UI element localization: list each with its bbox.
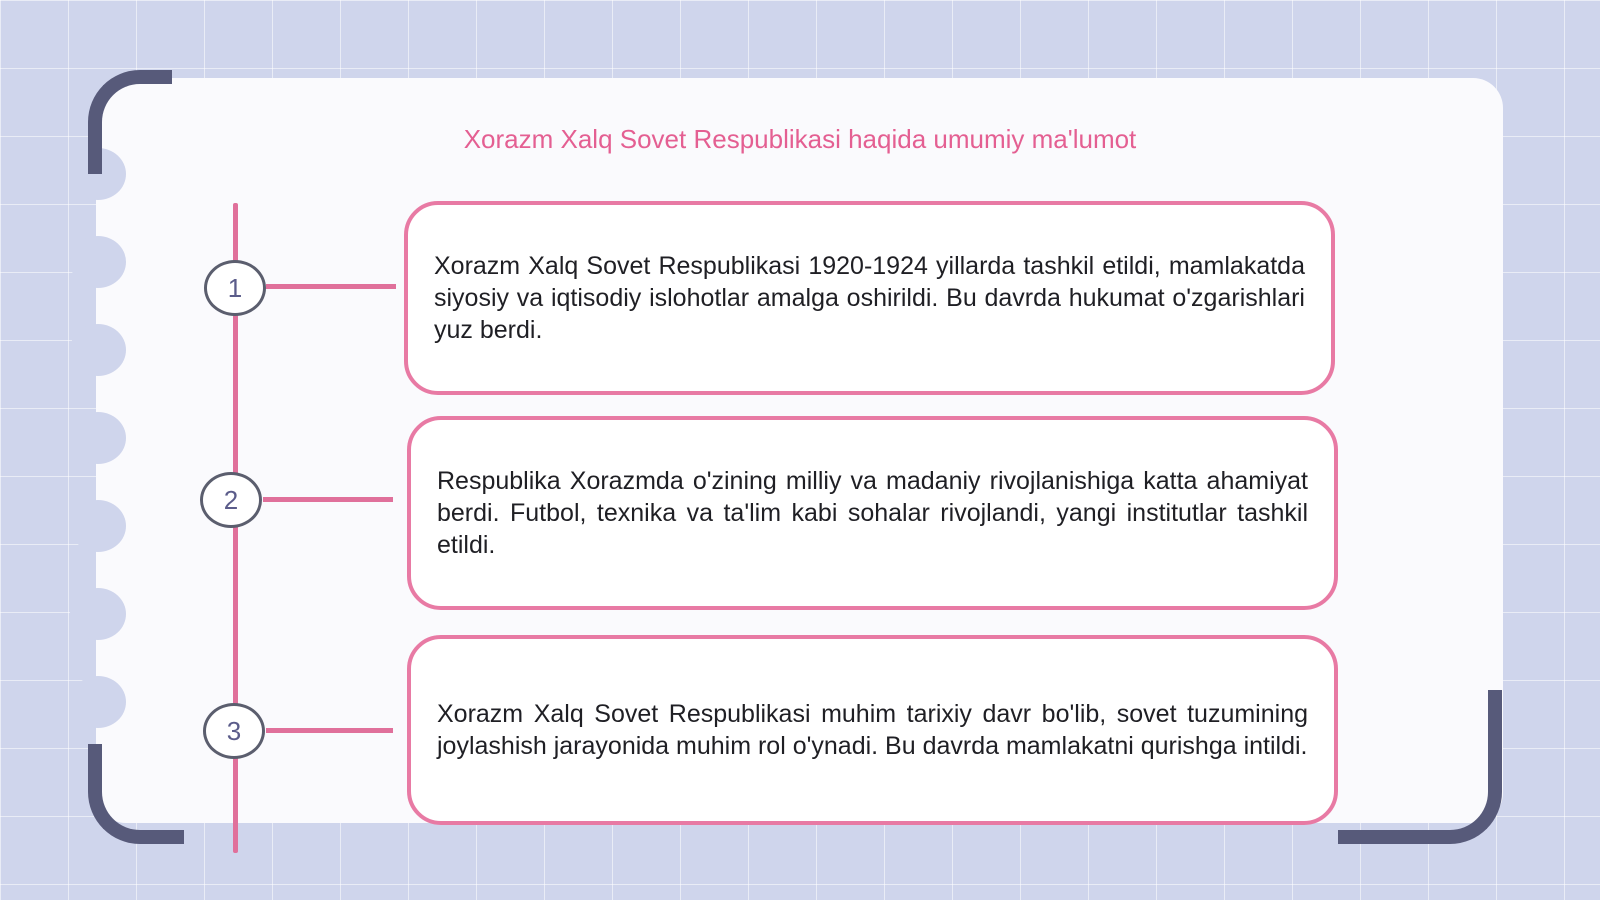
timeline-connector-1	[266, 284, 396, 289]
corner-bracket-bottom-left	[88, 744, 184, 844]
scallop-edge	[70, 324, 126, 376]
marker-number: 2	[223, 484, 239, 515]
info-text: Respublika Xorazmda o'zining milliy va madaniy rivojlanishiga katta ahamiyat berdi. Futbol, texnika va ta'lim kabi sohalar rivojlandi, yangi institutlar tashkil etildi.	[437, 467, 1308, 559]
scallop-edge	[70, 500, 126, 552]
corner-bracket-top-left	[88, 70, 172, 174]
timeline-marker-2	[200, 472, 262, 528]
timeline-marker-3	[203, 703, 265, 759]
marker-number: 1	[227, 272, 243, 303]
info-box-3	[407, 635, 1338, 825]
slide-title: Xorazm Xalq Sovet Respublikasi haqida umumiy ma'lumot	[463, 124, 1137, 154]
info-box-1	[404, 201, 1335, 395]
timeline-connector-3	[266, 728, 393, 733]
timeline-connector-2	[263, 497, 393, 502]
corner-bracket-bottom-right	[1338, 690, 1502, 844]
info-text: Xorazm Xalq Sovet Respublikasi 1920-1924 yillarda tashkil etildi, mamlakatda siyosiy va iqtisodiy islohotlar amalga oshirildi. Bu davrda hukumat o'zgarishlari yuz berdi.	[434, 252, 1305, 344]
marker-number: 3	[226, 715, 242, 746]
scallop-edge	[70, 676, 126, 728]
info-box-2	[407, 416, 1338, 610]
scallop-edge	[70, 236, 126, 288]
scallop-edge	[70, 588, 126, 640]
scallop-edge	[70, 412, 126, 464]
info-text: Xorazm Xalq Sovet Respublikasi muhim tarixiy davr bo'lib, sovet tuzumining joylashish jarayonida muhim rol o'ynadi. Bu davrda mamlakatni qurishga intildi.	[437, 700, 1308, 760]
timeline-marker-1	[204, 260, 266, 316]
